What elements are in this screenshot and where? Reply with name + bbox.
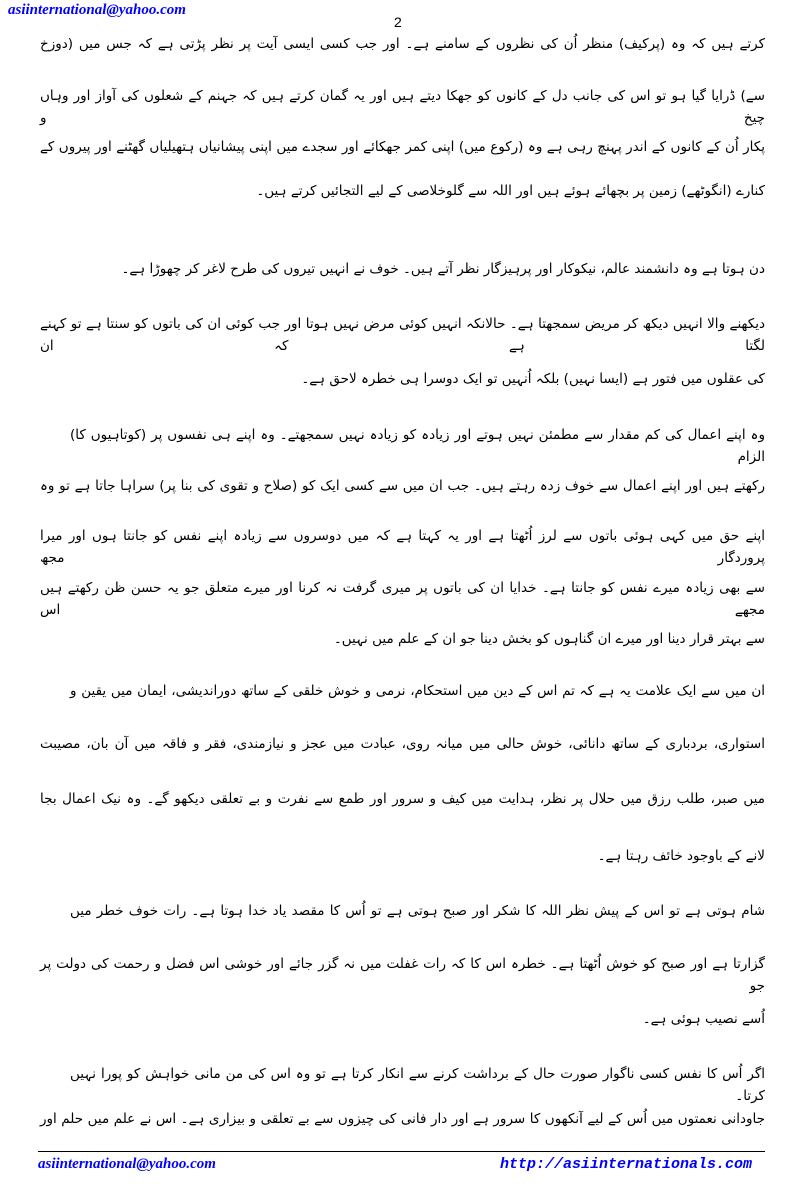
text-line: دن ہوتا ہے وہ دانشمند عالم، نیکوکار اور پرہیزگار نظر آتے ہیں۔ خوف نے انہیں تیروں کی طرح لاغر کر چھوڑا ہے۔ <box>121 261 765 277</box>
text-line: وہ اپنے اعمال کی کم مقدار سے مطمئن نہیں ہوتے اور زیادہ کو زیادہ نہیں سمجھتے۔ وہ اپنے ہی نفسوں پر (کوتاہیوں کا) الزام <box>70 427 765 465</box>
text-line: کرتے ہیں کہ وہ (پرکیف) منظر اُن کی نظروں کے سامنے ہے۔ اور جب کسی ایسی آیت پر نظر پڑتی ہے کہ جس میں (دوزخ <box>40 36 765 52</box>
text-line: سے) ڈرایا گیا ہو تو اس کی جانب دل کے کانوں کو جھکا دیتے ہیں اور یہ گمان کرتے ہیں کہ جہنم کے شعلوں کی آواز اور وہاں چیخ و <box>40 88 765 126</box>
text-line: شام ہوتی ہے تو اس کے پیش نظر اللہ کا شکر اور صبح ہوتی ہے تو اُس کا مقصد یاد خدا ہوتا ہے۔ رات خوف خطر میں <box>70 903 765 919</box>
text-line: گزارتا ہے اور صبح کو خوش اُٹھتا ہے۔ خطرہ اس کا کہ رات غفلت میں نہ گزر جائے اور خوشی اس فضل و رحمت کی دولت پر جو <box>40 956 765 994</box>
text-line: اُسے نصیب ہوئی ہے۔ <box>642 1011 765 1027</box>
text-line: استواری، بردباری کے ساتھ دانائی، خوش حالی میں میانہ روی، عبادت میں عجز و نیازمندی، فقر و فاقہ میں آن بان، مصیبت <box>40 736 765 752</box>
text-line: جاودانی نعمتوں میں اُس کے لیے آنکھوں کا سرور ہے اور دار فانی کی چیزوں سے بے تعلقی و بیزاری ہے۔ اس نے علم میں حلم اور <box>40 1111 765 1127</box>
text-line: سے بھی زیادہ میرے نفس کو جانتا ہے۔ خدایا ان کی باتوں پر میری گرفت نہ کرنا اور میرے متعلق جو یہ حسن ظن رکھتے ہیں مجھے اس <box>40 580 765 618</box>
text-line: اپنے حق میں کہی ہوئی باتوں سے لرز اُٹھتا ہے اور یہ کہتا ہے کہ میں دوسروں سے زیادہ اپنے نفس کو جانتا ہوں اور میرا پروردگار مجھ <box>40 528 765 566</box>
text-line: سے بہتر قرار دینا اور میرے ان گناہوں کو بخش دینا جو ان کے علم میں نہیں۔ <box>333 631 765 647</box>
footer-email[interactable]: asiinternational@yahoo.com <box>38 1156 216 1172</box>
header-email[interactable]: asiinternational@yahoo.com <box>8 2 186 18</box>
page-number: 2 <box>394 14 402 30</box>
text-line: کنارے (انگوٹھے) زمین پر بچھائے ہوئے ہیں اور اللہ سے گلوخلاصی کے لیے التجائیں کرتے ہیں۔ <box>256 183 765 199</box>
text-line: دیکھنے والا انہیں دیکھ کر مریض سمجھتا ہے۔ حالانکہ انہیں کوئی مرض نہیں ہوتا اور جب کوئی ان کی باتوں کو سنتا ہے تو کہنے لگتا ہے کہ ان <box>40 316 765 354</box>
text-line: میں صبر، طلب رزق میں حلال پر نظر، ہدایت میں کیف و سرور اور طمع سے نفرت و بے تعلقی دیکھو گے۔ وہ نیک اعمال بجا <box>40 791 765 807</box>
text-line: لانے کے باوجود خائف رہتا ہے۔ <box>597 848 765 864</box>
text-line: اگر اُس کا نفس کسی ناگوار صورت حال کے برداشت کرنے سے انکار کرتا ہے تو وہ اس کی من مانی خواہش کو پورا نہیں کرتا۔ <box>70 1066 765 1104</box>
text-line: کی عقلوں میں فتور ہے (ایسا نہیں) بلکہ اُنہیں تو ایک دوسرا ہی خطرہ لاحق ہے۔ <box>301 371 765 387</box>
footer-url-link[interactable]: http://asiinternationals.com <box>500 1156 753 1173</box>
text-line: پکار اُن کے کانوں کے اندر پہنچ رہی ہے وہ (رکوع میں) اپنی کمر جھکائے اور سجدے میں اپنی پیشانیاں ہتھیلیاں گھٹنے اور پیروں کے <box>40 139 765 155</box>
footer-divider <box>38 1151 765 1152</box>
text-line: ان میں سے ایک علامت یہ ہے کہ تم اس کے دین میں استحکام، نرمی و خوش خلقی کے ساتھ دوراندیشی، ایمان میں یقین و <box>70 683 765 699</box>
text-line: رکھتے ہیں اور اپنے اعمال سے خوف زدہ رہتے ہیں۔ جب ان میں سے کسی ایک کو (صلاح و تقوی کی بنا پر) سراہا جاتا ہے تو وہ <box>40 478 765 494</box>
